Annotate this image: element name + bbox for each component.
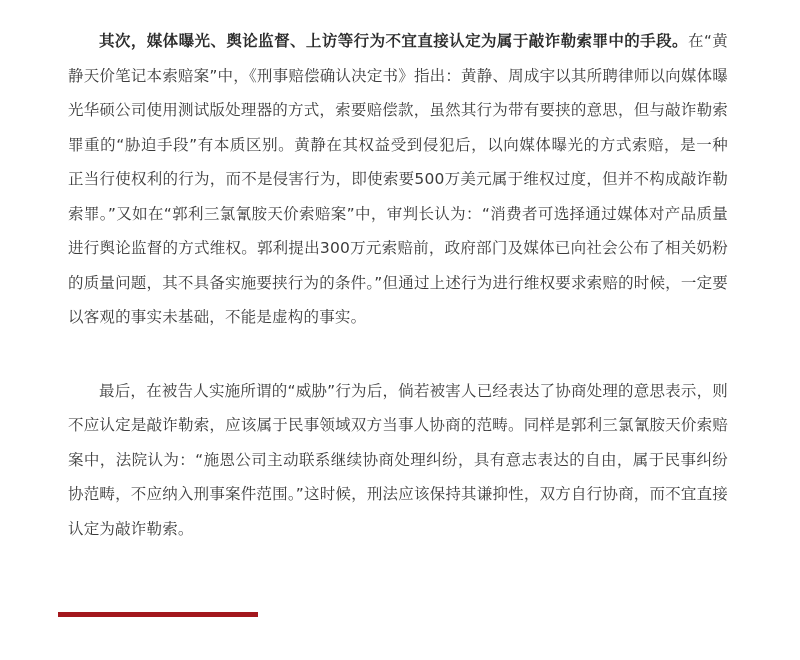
paragraph-1-lead: 其次，媒体曝光、舆论监督、上访等行为不宜直接认定为属于敲诈勒索罪中的手段。 xyxy=(99,32,688,50)
paragraph-2 xyxy=(68,374,728,547)
article-body xyxy=(68,24,728,546)
accent-divider xyxy=(58,612,258,617)
paragraph-1-text: 在“黄静天价笔记本索赔案”中，《刑事赔偿确认决定书》指出：黄静、周成宇以其所聘律师以向媒体曝光华硕公司使用测试版处理器的方式，索要赔偿款，虽然其行为带有要挟的意思，但与敲诈勒索罪重的“胁迫手段”有本质区别。黄静在其权益受到侵犯后，以向媒体曝光的方式索赔，是一种正当行使权利的行为，而不是侵害行为，即使索要500万美元属于维权过度，但并不构成敲诈勒索罪。”又如在“郭利三氯氰胺天价索赔案”中，审判长认为：“消费者可选择通过媒体对产品质量进行舆论监督的方式维权。郭利提出300万元索赔前，政府部门及媒体已向社会公布了相关奶粉的质量问题，其不具备实施要挟行为的条件。”但通过上述行为进行维权要求索赔的时候，一定要以客观的事实未基础，不能是虚构的事实。 xyxy=(68,32,729,326)
paragraph-1 xyxy=(68,24,728,335)
paragraph-2-text: 最后，在被告人实施所谓的“威胁”行为后，倘若被害人已经表达了协商处理的意思表示，则不应认定是敲诈勒索，应该属于民事领域双方当事人协商的范畴。同样是郭利三氯氰胺天价索赔案中，法院认为：“施恩公司主动联系继续协商处理纠纷，具有意志表达的自由，属于民事纠纷协范畴，不应纳入刑事案件范围。”这时候，刑法应该保持其谦抑性，双方自行协商，而不宜直接认定为敲诈勒索。 xyxy=(68,381,728,538)
